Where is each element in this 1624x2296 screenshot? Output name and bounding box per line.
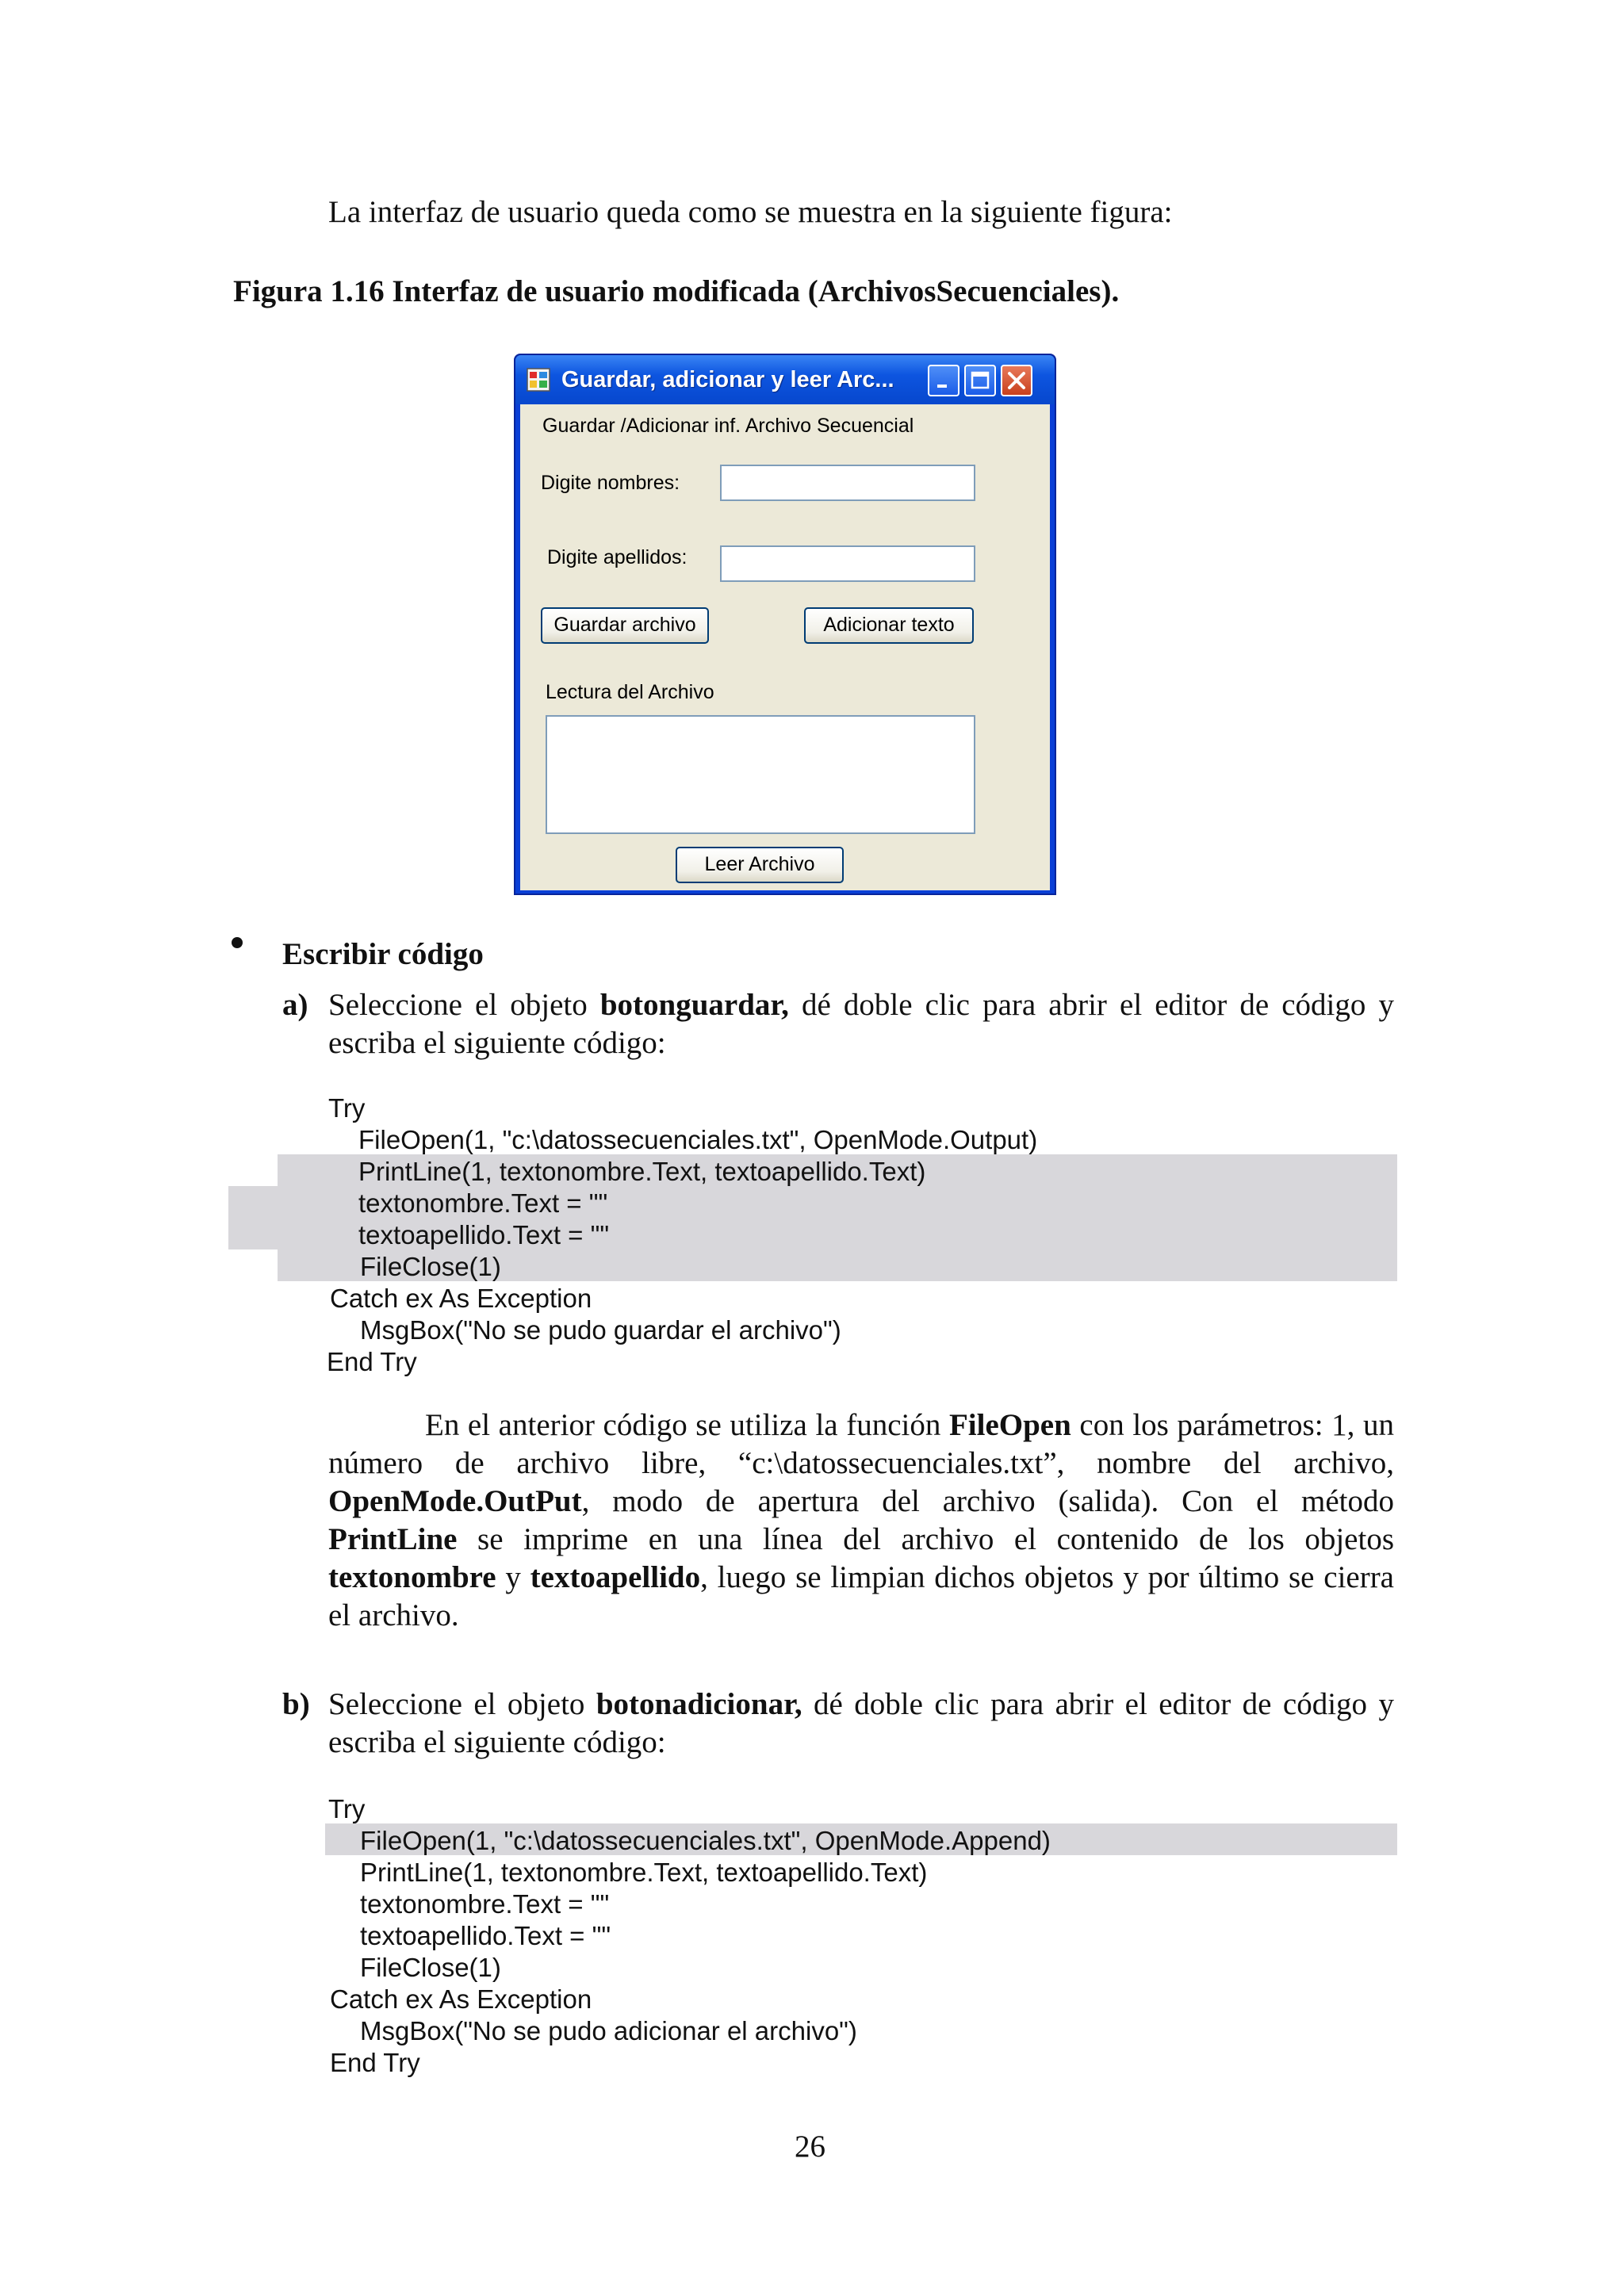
step-b-label: b) bbox=[282, 1687, 310, 1721]
explanation-text: con los parámetros: 1, un número de archivo libre, “c:\datossecuenciales.txt”, nombre del archivo, bbox=[328, 1408, 1394, 1480]
section-heading: Escribir código bbox=[282, 937, 484, 971]
code-b-line: MsgBox("No se pudo adicionar el archivo") bbox=[360, 2016, 857, 2045]
figure-caption: Figura 1.16 Interfaz de usuario modificada (ArchivosSecuenciales). bbox=[233, 274, 1120, 308]
step-b-object: botonadicionar, bbox=[596, 1687, 802, 1721]
app-icon bbox=[527, 368, 550, 392]
code-a-line: End Try bbox=[327, 1347, 417, 1376]
code-a-line: FileClose(1) bbox=[360, 1252, 501, 1281]
code-a-line: textonombre.Text = "" bbox=[358, 1188, 608, 1218]
code-b-line: End Try bbox=[330, 2048, 420, 2077]
label-lectura: Lectura del Archivo bbox=[546, 681, 714, 703]
step-b-text-before: Seleccione el objeto bbox=[328, 1687, 596, 1721]
form-window bbox=[514, 354, 1056, 895]
code-a-highlight-margin bbox=[228, 1186, 279, 1249]
textbox-nombres[interactable] bbox=[720, 465, 975, 501]
step-a-text-after: dé doble clic para abrir el editor de código y escriba el siguiente código: bbox=[328, 988, 1394, 1060]
leer-archivo-button[interactable]: Leer Archivo bbox=[676, 847, 844, 883]
step-b-text-after: dé doble clic para abrir el editor de código y escriba el siguiente código: bbox=[328, 1687, 1394, 1759]
code-b-line: Try bbox=[328, 1794, 366, 1823]
minimize-icon bbox=[929, 366, 958, 395]
form-header-label: Guardar /Adicionar inf. Archivo Secuencial bbox=[542, 415, 914, 437]
step-b-text bbox=[328, 1686, 1394, 1762]
code-b-line: FileOpen(1, "c:\datossecuenciales.txt", OpenMode.Append) bbox=[360, 1826, 1051, 1855]
page-number: 26 bbox=[795, 2130, 825, 2164]
guardar-archivo-button[interactable]: Guardar archivo bbox=[541, 607, 709, 644]
code-b-line: textoapellido.Text = "" bbox=[360, 1921, 611, 1950]
step-a-object: botonguardar, bbox=[599, 988, 789, 1022]
textarea-lectura[interactable] bbox=[546, 715, 975, 834]
window-title: Guardar, adicionar y leer Arc... bbox=[561, 367, 894, 392]
form-client-area bbox=[520, 404, 1050, 890]
code-b-line: FileClose(1) bbox=[360, 1953, 501, 1982]
code-b-line: PrintLine(1, textonombre.Text, textoapellido.Text) bbox=[360, 1858, 928, 1887]
maximize-button[interactable] bbox=[964, 365, 996, 396]
textbox-apellidos[interactable] bbox=[720, 545, 975, 582]
code-a-line: Catch ex As Exception bbox=[330, 1284, 592, 1313]
intro-paragraph: La interfaz de usuario queda como se muestra en la siguiente figura: bbox=[328, 195, 1173, 229]
maximize-icon bbox=[966, 366, 994, 395]
label-nombres: Digite nombres: bbox=[541, 472, 680, 494]
code-b-line: Catch ex As Exception bbox=[330, 1984, 592, 2014]
explanation-text: y bbox=[496, 1560, 530, 1594]
step-a-label: a) bbox=[282, 988, 308, 1022]
code-a-line: FileOpen(1, "c:\datossecuenciales.txt", OpenMode.Output) bbox=[358, 1125, 1038, 1154]
minimize-button[interactable] bbox=[928, 365, 959, 396]
code-a-line: PrintLine(1, textonombre.Text, textoapellido.Text) bbox=[358, 1157, 926, 1186]
explanation-text: se imprime en una línea del archivo el contenido de los objetos bbox=[457, 1522, 1394, 1556]
explanation-text: , luego se limpian dichos objetos y por último se cierra el archivo. bbox=[328, 1560, 1394, 1632]
adicionar-texto-button[interactable]: Adicionar texto bbox=[804, 607, 974, 644]
close-button[interactable] bbox=[1001, 365, 1032, 396]
bullet-dot bbox=[232, 937, 243, 948]
code-a-line: textoapellido.Text = "" bbox=[358, 1220, 610, 1249]
explanation-paragraph bbox=[328, 1406, 1394, 1635]
code-b-line: textonombre.Text = "" bbox=[360, 1889, 610, 1919]
explanation-bold: OpenMode.OutPut bbox=[328, 1484, 582, 1518]
step-a-text bbox=[328, 986, 1394, 1062]
code-a-line: MsgBox("No se pudo guardar el archivo") bbox=[360, 1315, 841, 1345]
close-icon bbox=[1002, 366, 1031, 395]
code-a-line: Try bbox=[328, 1093, 366, 1123]
explanation-text: En el anterior código se utiliza la función bbox=[425, 1408, 949, 1442]
step-a-text-before: Seleccione el objeto bbox=[328, 988, 600, 1022]
explanation-bold: textonombre bbox=[328, 1560, 496, 1594]
explanation-bold: textoapellido bbox=[530, 1560, 701, 1594]
explanation-bold: FileOpen bbox=[948, 1408, 1071, 1442]
window-titlebar bbox=[515, 355, 1055, 404]
label-apellidos: Digite apellidos: bbox=[547, 546, 688, 568]
explanation-bold: PrintLine bbox=[328, 1522, 458, 1556]
explanation-text: , modo de apertura del archivo (salida). Con el método bbox=[581, 1484, 1394, 1518]
